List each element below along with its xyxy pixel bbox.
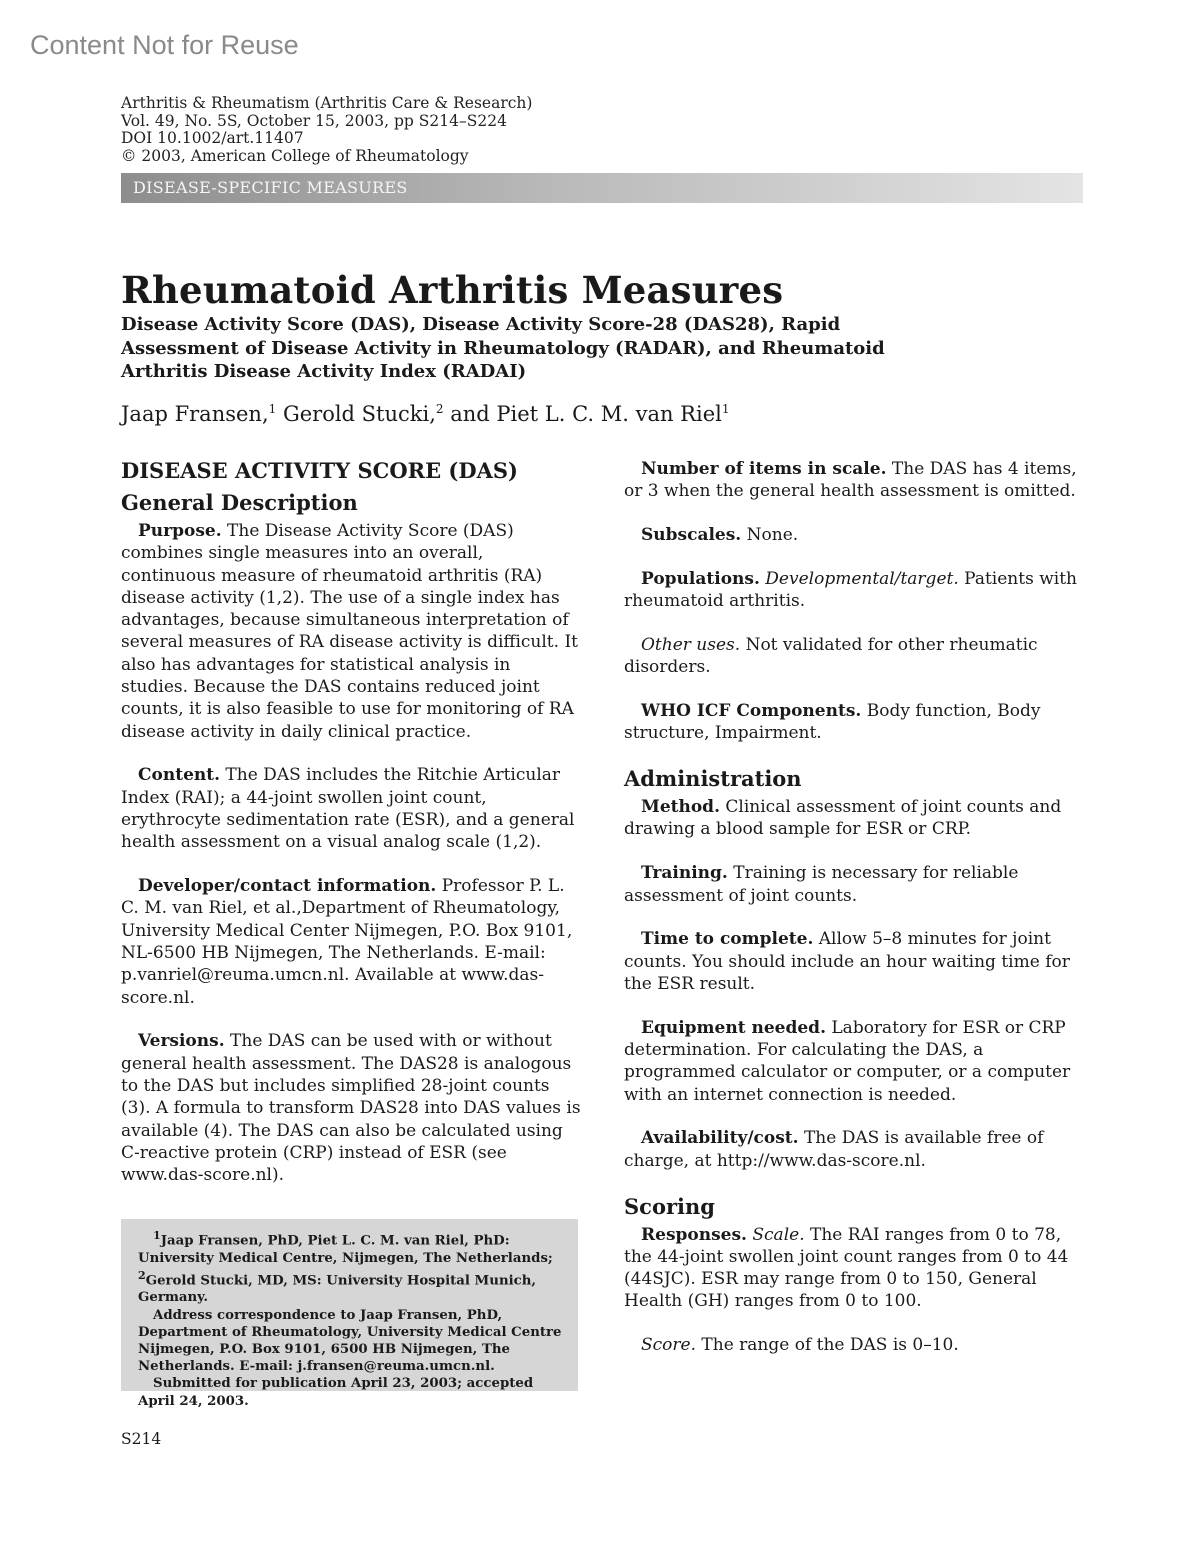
paragraph-text: The range of the DAS is 0–10. [696, 1335, 959, 1356]
run-in-label: Availability/cost. [641, 1128, 799, 1149]
affiliation-marker: 1 [721, 402, 730, 416]
paragraph-text: Body function, Body structure, Impairment. [624, 701, 1041, 744]
paragraph-score [624, 1334, 1086, 1356]
journal-line: Arthritis & Rheumatism (Arthritis Care & Research) [121, 94, 533, 112]
article-subtitle: Disease Activity Score (DAS), Disease Activity Score-28 (DAS28), Rapid Assessment of Disease Activity in Rheumatology (RADAR), and Rheumatoid Arthritis Disease Activity Index (RADAI) [121, 314, 885, 382]
paragraph-who-icf [624, 700, 1086, 745]
run-in-label: Responses. [641, 1224, 747, 1245]
paragraph-other-uses [624, 634, 1086, 679]
italic-label: Other uses. [641, 634, 741, 655]
paragraph-method [624, 796, 1086, 841]
paragraph-text: The DAS includes the Ritchie Articular Index (RAI); a 44-joint swollen joint count, erythrocyte sedimentation rate (ESR), and a general health assessment on a visual analog scale (1,2). [121, 765, 575, 853]
affiliation-footnote-box [121, 1219, 578, 1409]
italic-label: Scale. [746, 1224, 805, 1245]
run-in-label: WHO ICF Components. [641, 701, 862, 722]
run-in-label: Subscales. [641, 525, 742, 546]
paragraph-text: The DAS can be used with or without general health assessment. The DAS28 is analogous to the DAS but includes simplified 28-joint counts (3). A formula to transform DAS28 into DAS values is available (4). The DAS can also be calculated using C-reactive protein (CRP) instead of ESR (see www.das-score.nl). [121, 1031, 581, 1186]
run-in-label: Time to complete. [641, 929, 814, 950]
paragraph-text: The DAS has 4 items, or 3 when the general health assessment is omitted. [624, 459, 1077, 502]
paragraph-time [624, 928, 1086, 995]
paragraph-developer [121, 875, 581, 1009]
watermark: Content Not for Reuse [30, 30, 299, 60]
journal-line: © 2003, American College of Rheumatology [121, 146, 469, 165]
paragraph-training [624, 862, 1086, 907]
journal-citation [121, 95, 532, 165]
run-in-label: Method. [641, 797, 720, 818]
paragraph-items [624, 458, 1086, 503]
run-in-label: Purpose. [138, 521, 222, 541]
italic-label: Score. [641, 1335, 696, 1356]
run-in-label: Populations. [641, 568, 760, 589]
paragraph-text: None. [741, 525, 799, 546]
paragraph-purpose [121, 520, 581, 743]
run-in-label: Content. [138, 765, 221, 786]
subsection-heading: Administration [624, 766, 802, 792]
paragraph-versions [121, 1030, 581, 1186]
footnote-text: Gerold Stucki, MD, MS: University Hospital Munich, Germany. [138, 1273, 537, 1306]
affiliation-marker: 1 [153, 1229, 161, 1242]
paragraph-text: Laboratory for ESR or CRP determination. For calculating the DAS, a programmed calculator or computer, or a computer with an internet connection is needed. [624, 1017, 1071, 1105]
affiliation-marker: 2 [435, 402, 444, 416]
affiliation-marker: 1 [268, 402, 277, 416]
paragraph-availability [624, 1127, 1086, 1172]
paragraph-text: The Disease Activity Score (DAS) combines single measures into an overall, continuous measure of rheumatoid arthritis (RA) disease activity (1,2). The use of a single index has advantages, because simultaneous interpretation of several measures of RA disease activity is difficult. It also has advantages for statistical analysis in studies. Because the DAS contains reduced joint counts, it is also feasible to use for monitoring of RA disease activity in daily clinical practice. [121, 521, 578, 742]
footnote-submission: Submitted for publication April 23, 2003; accepted April 24, 2003. [138, 1376, 534, 1409]
section-band-label: DISEASE-SPECIFIC MEASURES [133, 178, 408, 197]
paragraph-subscales [624, 524, 1086, 546]
run-in-label: Equipment needed. [641, 1017, 826, 1038]
subsection-heading: General Description [121, 490, 358, 515]
author-list [121, 402, 730, 426]
left-column [121, 458, 581, 1208]
paragraph-text: Patients with rheumatoid arthritis. [624, 568, 1077, 612]
journal-line: DOI 10.1002/art.11407 [121, 129, 304, 147]
italic-label: Developmental/target. [759, 568, 959, 589]
paragraph-text: The RAI ranges from 0 to 78, the 44-joint swollen joint count ranges from 0 to 44 (44SJC). ESR may range from 0 to 150, General Health (GH) ranges from 0 to 100. [624, 1224, 1069, 1312]
footnote-correspondence: Address correspondence to Jaap Fransen, PhD, Department of Rheumatology, University Medical Centre Nijmegen, P.O. Box 9101, 6500 HB Nijmegen, The Netherlands. E-mail: j.fransen@reuma.umcn.nl. [138, 1307, 562, 1375]
footnote-text: Jaap Fransen, PhD, Piet L. C. M. van Riel, PhD: University Medical Centre, Nijmegen, The Netherlands; [138, 1233, 553, 1266]
footnote-affiliations [138, 1227, 564, 1307]
section-heading: DISEASE ACTIVITY SCORE (DAS) [121, 458, 518, 483]
paragraph-text: Allow 5–8 minutes for joint counts. You should include an hour waiting time for the ESR result. [624, 929, 1070, 994]
author: Jaap Fransen, [121, 402, 269, 426]
paragraph-responses [624, 1224, 1086, 1313]
run-in-label: Training. [641, 863, 728, 884]
paragraph-content [121, 764, 581, 853]
paragraph-text: The DAS is available free of charge, at http://www.das-score.nl. [624, 1128, 1044, 1171]
paragraph-equipment [624, 1017, 1086, 1106]
paragraph-text: Professor P. L. C. M. van Riel, et al.,Department of Rheumatology, University Medical Center Nijmegen, P.O. Box 9101, NL-6500 HB Nijmegen, The Netherlands. E-mail: p.vanriel@reuma.umcn.nl. Available at www.das-score.nl. [121, 876, 573, 1008]
paragraph-text: Clinical assessment of joint counts and drawing a blood sample for ESR or CRP. [624, 797, 1062, 840]
paragraph-populations [624, 568, 1086, 613]
run-in-label: Number of items in scale. [641, 459, 887, 479]
journal-line: Vol. 49, No. 5S, October 15, 2003, pp S214–S224 [121, 111, 507, 130]
article-title: Rheumatoid Arthritis Measures [121, 268, 784, 312]
right-column [624, 458, 1086, 1378]
author: Gerold Stucki, [276, 402, 436, 426]
affiliation-marker: 2 [138, 1268, 146, 1282]
author: and Piet L. C. M. van Riel [443, 402, 722, 426]
paragraph-text: Training is necessary for reliable assessment of joint counts. [624, 863, 1019, 906]
run-in-label: Versions. [138, 1031, 225, 1052]
run-in-label: Developer/contact information. [138, 876, 437, 897]
paragraph-text: Not validated for other rheumatic disorders. [624, 634, 1038, 678]
section-band [121, 173, 1083, 203]
subsection-heading: Scoring [624, 1193, 715, 1219]
page-number: S214 [121, 1430, 162, 1448]
